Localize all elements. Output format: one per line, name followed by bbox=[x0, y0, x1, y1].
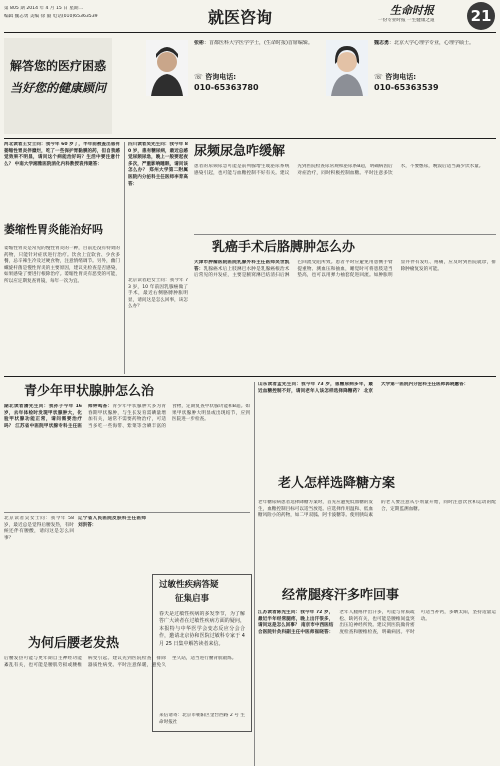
header-rule bbox=[4, 32, 496, 33]
article1-headline: 萎缩性胃炎能治好吗 bbox=[4, 223, 103, 236]
article6-question: 北京读者吴女士问：我今年 58 岁，最近总是觉得后腰发热，有时候还伴有腰酸，请问这是怎么回事？ bbox=[4, 516, 74, 541]
article1-question: 河北读者王女士问：我今年 60 岁了，半年前被查出患有萎缩性胃炎伴糜烂，吃了一些保护胃黏膜的药，但自我感觉效果不明显，请问这个病能治好吗？生活中要注意什么？ 中南大学湘雅医院消化内科教授袁伟建答： bbox=[4, 142, 120, 167]
phone-icon: ☏ bbox=[374, 73, 383, 81]
masthead-slogan: 一份专业时报 一生健康之道 bbox=[378, 18, 435, 23]
expert1-info: 张彬：首都医科大学医学学士，(生命时报)首席编辑。 bbox=[194, 40, 313, 46]
expert2-phone-label: 咨询电话: bbox=[385, 73, 417, 81]
article5-headline: 老人怎样选降糖方案 bbox=[278, 476, 396, 491]
banner-title-line2: 当好您的健康顾问 bbox=[10, 81, 107, 95]
article-divider bbox=[194, 234, 496, 235]
article7-headline: 经常腿疼汗多咋回事 bbox=[282, 588, 400, 603]
article6-answer: 后腰发热可能与更年期自主神经功能紊乱有关，也可能是腰肌劳损或腰椎病变引起。建议先到医院检查，排除器质性病变。平时注意保暖，避免久坐久站，适当进行腰背肌锻炼。 bbox=[4, 656, 237, 668]
expert2-name: 魏志勇 bbox=[374, 40, 390, 46]
article4-headline: 青少年甲状腺肿怎么治 bbox=[24, 384, 155, 399]
section-rule bbox=[4, 376, 496, 377]
expert1-name: 张彬 bbox=[194, 40, 205, 46]
article2-answer-intro: 郑州大学第二附属医院内分泌科主任医师李育高答： bbox=[128, 168, 188, 187]
notice-title-line1: 过敏性疾病答疑 bbox=[159, 580, 219, 590]
expert2-desc: 北京大学心理学专业，心理学硕士。 bbox=[394, 40, 475, 46]
article7-answer-intro: 南京市中西医结合医院针灸科副主任中医师崔晓答： bbox=[258, 623, 334, 635]
notice-contact: 来信请寄：北京市朝阳区金台西路 2 号 生命时报社 bbox=[159, 713, 245, 725]
notice-body: 春天是过敏性疾病的多发季节，为了解答广大读者在过敏性疾病方面的疑问，本报特与中华医学会变态反应分会合作，邀请北京协和医院过敏科专家于 4 月 25 日集中解答读者来信。 bbox=[159, 611, 245, 647]
issue-line: 第 805 期 2014 年 4 月 15 日 星期二 bbox=[4, 6, 84, 11]
expert2-info: 魏志勇：北京大学心理学专业，心理学硕士。 bbox=[374, 40, 475, 46]
article1-answer-intro: 中南大学湘雅医院消化内科教授袁伟建答： bbox=[14, 161, 102, 167]
section-title: 就医咨询 bbox=[208, 8, 273, 27]
page-number: 21 bbox=[470, 7, 492, 25]
column-divider bbox=[254, 382, 255, 766]
article2-answer: 患者的尿频尿急可能是前列腺增生或泌尿系统感染引起，也可能与血糖控制不好有关。建议先到医院检查尿常规和泌尿系B超，明确病因后对症治疗，同时积极控制血糖。平时注意多饮水，不要憋尿，晚饭后适当减少饮水量。 bbox=[194, 164, 484, 176]
expert1-phone-label: 咨询电话: bbox=[205, 73, 237, 81]
expert1-desc: 首都医科大学医学学士，(生命时报)首席编辑。 bbox=[209, 40, 313, 46]
expert2-phone-box bbox=[374, 72, 492, 102]
article5-question: 山东读者孟先生问：我今年 73 岁，患糖尿病多年，最近血糖控制不好，请问老年人该怎样选择降糖药？ 北京大学第一医院内分泌科主任医师郭晓蕙答： bbox=[258, 382, 469, 394]
article2-headline: 尿频尿急咋缓解 bbox=[194, 144, 286, 159]
phone-icon: ☏ bbox=[194, 73, 203, 81]
column-divider bbox=[124, 142, 125, 374]
page-number-badge bbox=[467, 2, 495, 30]
banner-title-line1: 解答您的医疗困惑 bbox=[10, 59, 107, 73]
expert1-phone: 010-65363780 bbox=[194, 83, 259, 92]
article3-headline: 乳癌手术后胳膊肿怎么办 bbox=[212, 240, 356, 255]
expert2-photo bbox=[326, 40, 368, 96]
article6-answer-part bbox=[78, 516, 146, 566]
article4-answer-intro: 江苏省中医院甲状腺专科主任医师钟鸣答： bbox=[15, 404, 113, 429]
expert1-photo bbox=[146, 40, 188, 96]
article3-question: 北京读者赵女士问：我今年 73 岁，10 年前因乳腺癌做了手术，最近右侧胳膊肿胀明显，请问这是怎么回事，该怎么办？ bbox=[128, 278, 188, 310]
notice-title-line2: 征集启事 bbox=[175, 594, 210, 604]
banner-rule bbox=[4, 138, 496, 139]
notice-box bbox=[152, 574, 252, 732]
article5-answer: 老年糖尿病患者选择降糖方案时，首先应避免低血糖的发生，血糖控制目标可以适当放宽。应选择作用温和、低血糖风险小的药物，如二甲双胍、阿卡波糖等。使用胰岛素的老人要注意从小剂量开始，同时注意饮食和运动的配合，定期监测血糖。 bbox=[258, 500, 496, 519]
article2-question: 四川读者吴先生问：我今年 80 岁，患有糖尿病，最近总感觉尿频尿急，晚上一般要起夜多次，严重影响睡眠，请问该怎么办？ 郑州大学第二附属医院内分泌科主任医师李育高答： bbox=[128, 142, 188, 187]
article4-body: 湖北读者潘先生问：我孙子今年 16 岁，去年体检时发现甲状腺肿大，化验甲状腺功能正常，请问需要治疗吗？ 江苏省中医院甲状腺专科主任医师钟鸣答：青少年甲状腺肿大多为青春期甲状腺肿，与生长发育需碘量增加有关，通常不需要药物治疗，可适当多吃一些海带、紫菜等含碘丰富的食物，定期复查甲状腺功能和B超。如果甲状腺肿大明显或出现结节，应到医院进一步检查。 bbox=[4, 404, 250, 429]
banner-title-box bbox=[4, 38, 112, 134]
article6-headline: 为何后腰老发热 bbox=[28, 636, 120, 651]
article5-answer-intro: 北京大学第一医院内分泌科主任医师郭晓蕙答： bbox=[363, 382, 469, 394]
expert2-phone: 010-65363539 bbox=[374, 83, 439, 92]
expert1-phone-box bbox=[194, 72, 310, 102]
article7-body: 江苏读者陈先生问：我今年 72 岁，最近半年经常腿疼，晚上出汗很多，请问这是怎么回事？ 南京市中西医结合医院针灸科副主任中医师崔晓答：老年人腿疼伴出汗多，可能与骨质疏松、缺钙有关，也可能是腰椎间盘突出压迫神经所致。建议到医院做骨密度检查和腰椎检查，明确病因。平时可适当补钙，多晒太阳，坚持适量运动。 bbox=[258, 610, 496, 635]
masthead-logo: 生命时报 bbox=[390, 4, 434, 17]
article3-answer-intro: 天津市肿瘤医院医院乳腺外科主任医师吴世凯答： bbox=[194, 260, 290, 272]
editors-line: 编辑 魏志勇 美编 徐 毅 电话(010)65363539 bbox=[4, 14, 98, 19]
article-divider bbox=[4, 512, 250, 513]
article1-answer: 萎缩性胃炎是常见的慢性胃炎的一种，目前还没有特效的药物，只能针对症状进行治疗。饮食上宜软食、少食多餐，忌辛辣生冷及过硬食物，注意情绪调节。另外，幽门螺旋杆菌是慢性胃炎的主要原因，建议先检查是否感染，如果感染了要进行根除治疗。萎缩性胃炎有恶变的可能，所以应定期复查胃镜，每年一次为宜。 bbox=[4, 246, 120, 284]
article6-answer-intro: 辽宁省人民医院皮肤科主任医师刘洪答： bbox=[78, 516, 146, 528]
article3-answer: 天津市肿瘤医院医院乳腺外科主任医师吴世凯答：乳腺癌术后上肢淋巴水肿是乳腺癌根治术后常见的并发症，主要是腋窝淋巴结清扫后淋巴回流受阻所致。患者平时应避免用患侧手臂提重物、测血压和抽血，睡觉时可将患肢适当垫高，也可以用弹力袖套促进回流。如肿胀明显并伴有发红、疼痛，应及时到医院就诊，排除肿瘤复发的可能。 bbox=[194, 260, 496, 279]
